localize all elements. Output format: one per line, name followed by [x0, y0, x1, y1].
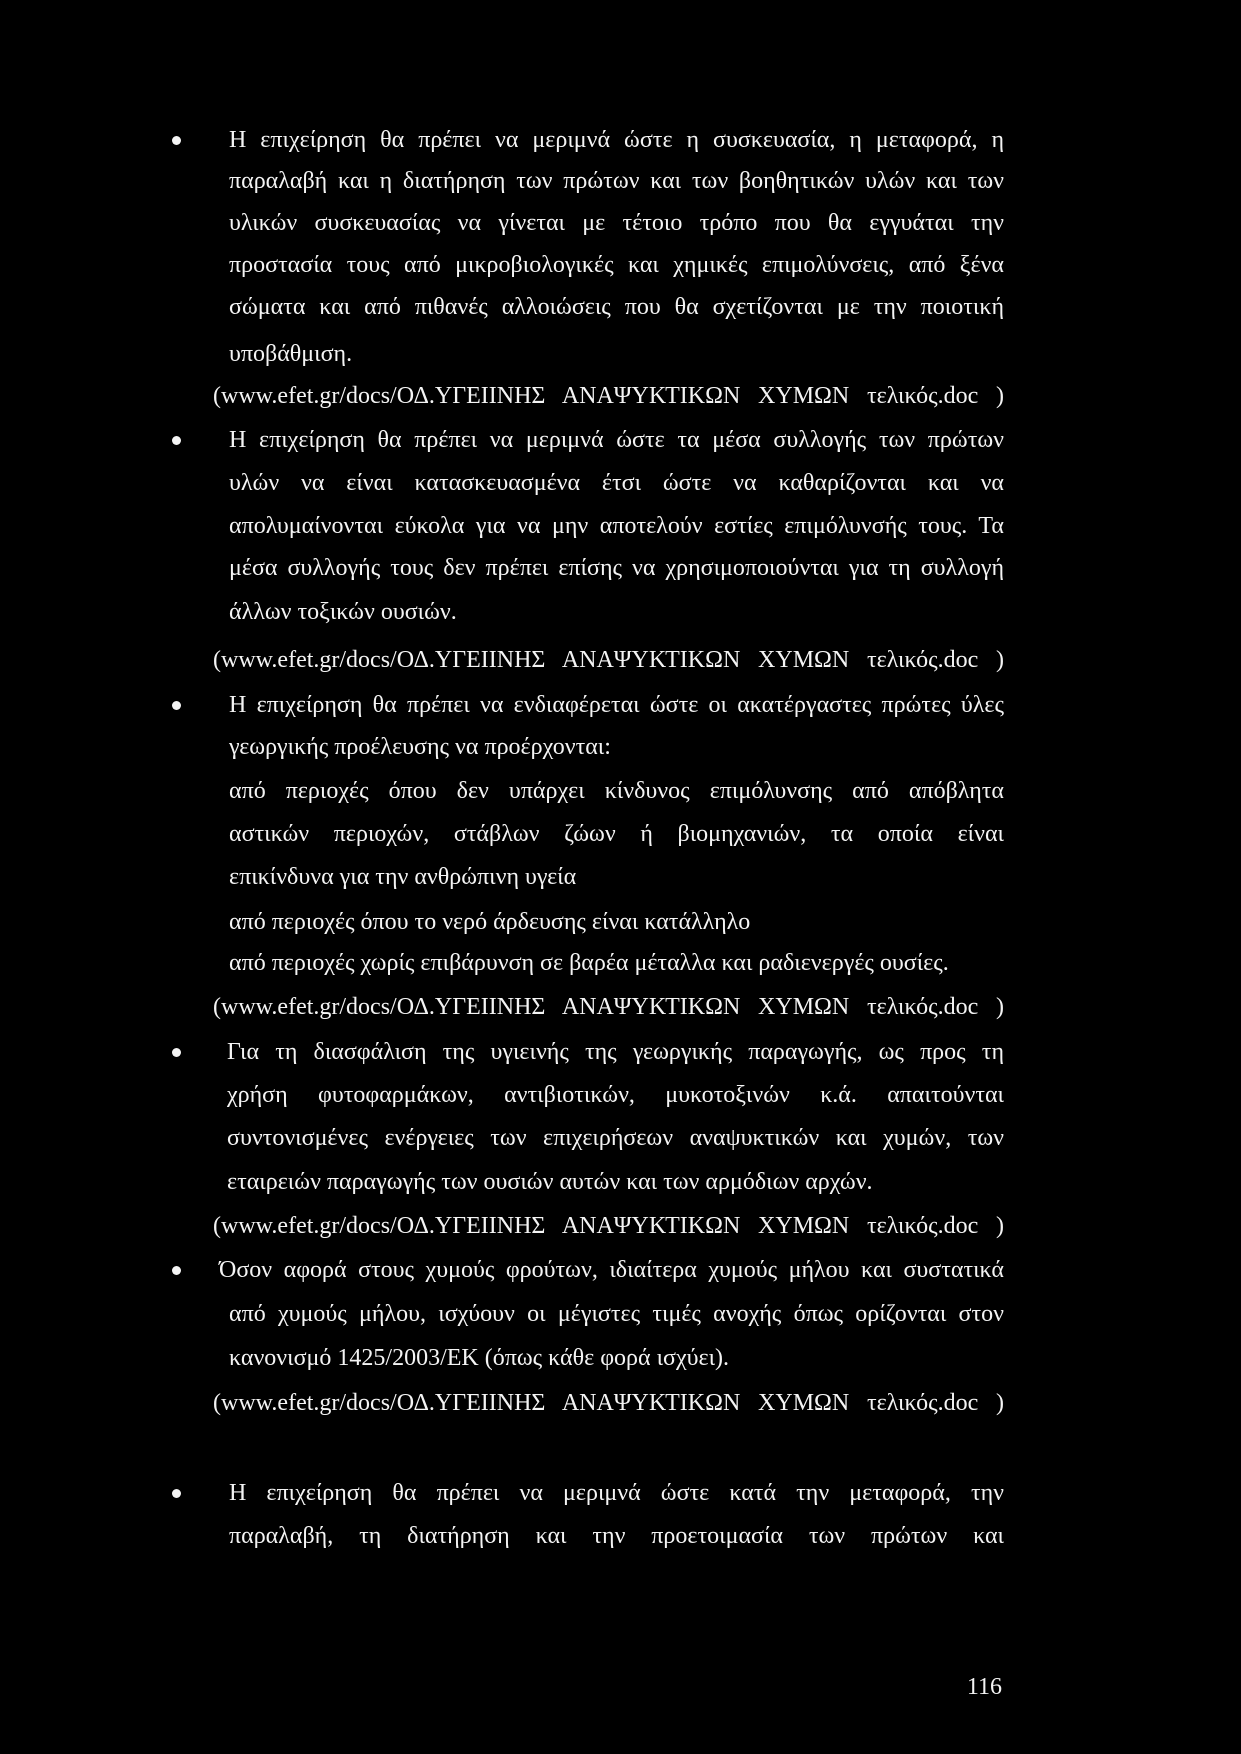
bullet-icon	[172, 701, 181, 710]
bullet-text-line: Η επιχείρηση θα πρέπει να μεριμνά ώστε κατά την μεταφορά, την	[229, 1480, 1004, 1506]
source-reference: (www.efet.gr/docs/ΟΔ.ΥΓΕΙΙΝΗΣ ΑΝΑΨΥΚΤΙΚΩΝ ΧΥΜΩΝ τελικός.doc )	[213, 994, 1004, 1020]
bullet-text-line: εταιρειών παραγωγής των ουσιών αυτών και των αρμόδιων αρχών.	[227, 1169, 873, 1195]
bullet-icon	[172, 436, 181, 445]
bullet-text-line: Η επιχείρηση θα πρέπει να ενδιαφέρεται ώστε οι ακατέργαστες πρώτες ύλες	[229, 692, 1004, 718]
bullet-text-line: μέσα συλλογής τους δεν πρέπει επίσης να χρησιμοποιούνται για τη συλλογή	[229, 555, 1004, 581]
bullet-text-line: από περιοχές όπου δεν υπάρχει κίνδυνος επιμόλυνσης από απόβλητα	[229, 778, 1004, 804]
bullet-text-line: Η επιχείρηση θα πρέπει να μεριμνά ώστε τα μέσα συλλογής των πρώτων	[229, 427, 1004, 453]
source-reference: (www.efet.gr/docs/ΟΔ.ΥΓΕΙΙΝΗΣ ΑΝΑΨΥΚΤΙΚΩΝ ΧΥΜΩΝ τελικός.doc )	[213, 1390, 1004, 1416]
bullet-text-line: υλικών συσκευασίας να γίνεται με τέτοιο τρόπο που θα εγγυάται την	[229, 210, 1004, 236]
source-reference: (www.efet.gr/docs/ΟΔ.ΥΓΕΙΙΝΗΣ ΑΝΑΨΥΚΤΙΚΩΝ ΧΥΜΩΝ τελικός.doc )	[213, 647, 1004, 673]
bullet-text-line: από χυμούς μήλου, ισχύουν οι μέγιστες τιμές ανοχής όπως ορίζονται στον	[229, 1301, 1004, 1327]
bullet-text-line: αστικών περιοχών, στάβλων ζώων ή βιομηχανιών, τα οποία είναι	[229, 821, 1004, 847]
source-reference: (www.efet.gr/docs/ΟΔ.ΥΓΕΙΙΝΗΣ ΑΝΑΨΥΚΤΙΚΩΝ ΧΥΜΩΝ τελικός.doc )	[213, 383, 1004, 409]
bullet-text-line: υλών να είναι κατασκευασμένα έτσι ώστε να καθαρίζονται και να	[229, 470, 1004, 496]
source-reference: (www.efet.gr/docs/ΟΔ.ΥΓΕΙΙΝΗΣ ΑΝΑΨΥΚΤΙΚΩΝ ΧΥΜΩΝ τελικός.doc )	[213, 1213, 1004, 1239]
bullet-text-line: από περιοχές όπου το νερό άρδευσης είναι κατάλληλο	[229, 909, 751, 935]
bullet-text-line: γεωργικής προέλευσης να προέρχονται:	[229, 734, 611, 760]
bullet-icon	[172, 1266, 181, 1275]
bullet-text-line: Όσον αφορά στους χυμούς φρούτων, ιδιαίτερα χυμούς μήλου και συστατικά	[219, 1257, 1004, 1283]
bullet-text-line: παραλαβή, τη διατήρηση και την προετοιμασία των πρώτων και	[229, 1523, 1004, 1549]
bullet-text-line: σώματα και από πιθανές αλλοιώσεις που θα σχετίζονται με την ποιοτική	[229, 294, 1004, 320]
bullet-text-line: Η επιχείρηση θα πρέπει να μεριμνά ώστε η συσκευασία, η μεταφορά, η	[229, 127, 1004, 153]
bullet-text-line: Για τη διασφάλιση της υγιεινής της γεωργικής παραγωγής, ως προς τη	[227, 1039, 1004, 1065]
bullet-text-line: από περιοχές χωρίς επιβάρυνση σε βαρέα μέταλλα και ραδιενεργές ουσίες.	[229, 950, 949, 976]
bullet-text-line: απολυμαίνονται εύκολα για να μην αποτελούν εστίες επιμόλυνσής τους. Τα	[229, 513, 1004, 539]
bullet-text-line: προστασία τους από μικροβιολογικές και χημικές επιμολύνσεις, από ξένα	[229, 252, 1004, 278]
bullet-icon	[172, 1489, 181, 1498]
bullet-icon	[172, 1048, 181, 1057]
bullet-text-line: επικίνδυνα για την ανθρώπινη υγεία	[229, 864, 577, 890]
bullet-text-line: άλλων τοξικών ουσιών.	[229, 599, 457, 625]
bullet-text-line: παραλαβή και η διατήρηση των πρώτων και των βοηθητικών υλών και των	[229, 168, 1004, 194]
bullet-text-line: υποβάθμιση.	[229, 341, 353, 367]
bullet-text-line: συντονισμένες ενέργειες των επιχειρήσεων αναψυκτικών και χυμών, των	[227, 1125, 1004, 1151]
bullet-text-line: χρήση φυτοφαρμάκων, αντιβιοτικών, μυκοτοξινών κ.ά. απαιτούνται	[227, 1082, 1004, 1108]
bullet-text-line: κανονισμό 1425/2003/ΕΚ (όπως κάθε φορά ισχύει).	[229, 1345, 730, 1371]
bullet-icon	[172, 136, 181, 145]
page-number: 116	[966, 1674, 1002, 1700]
